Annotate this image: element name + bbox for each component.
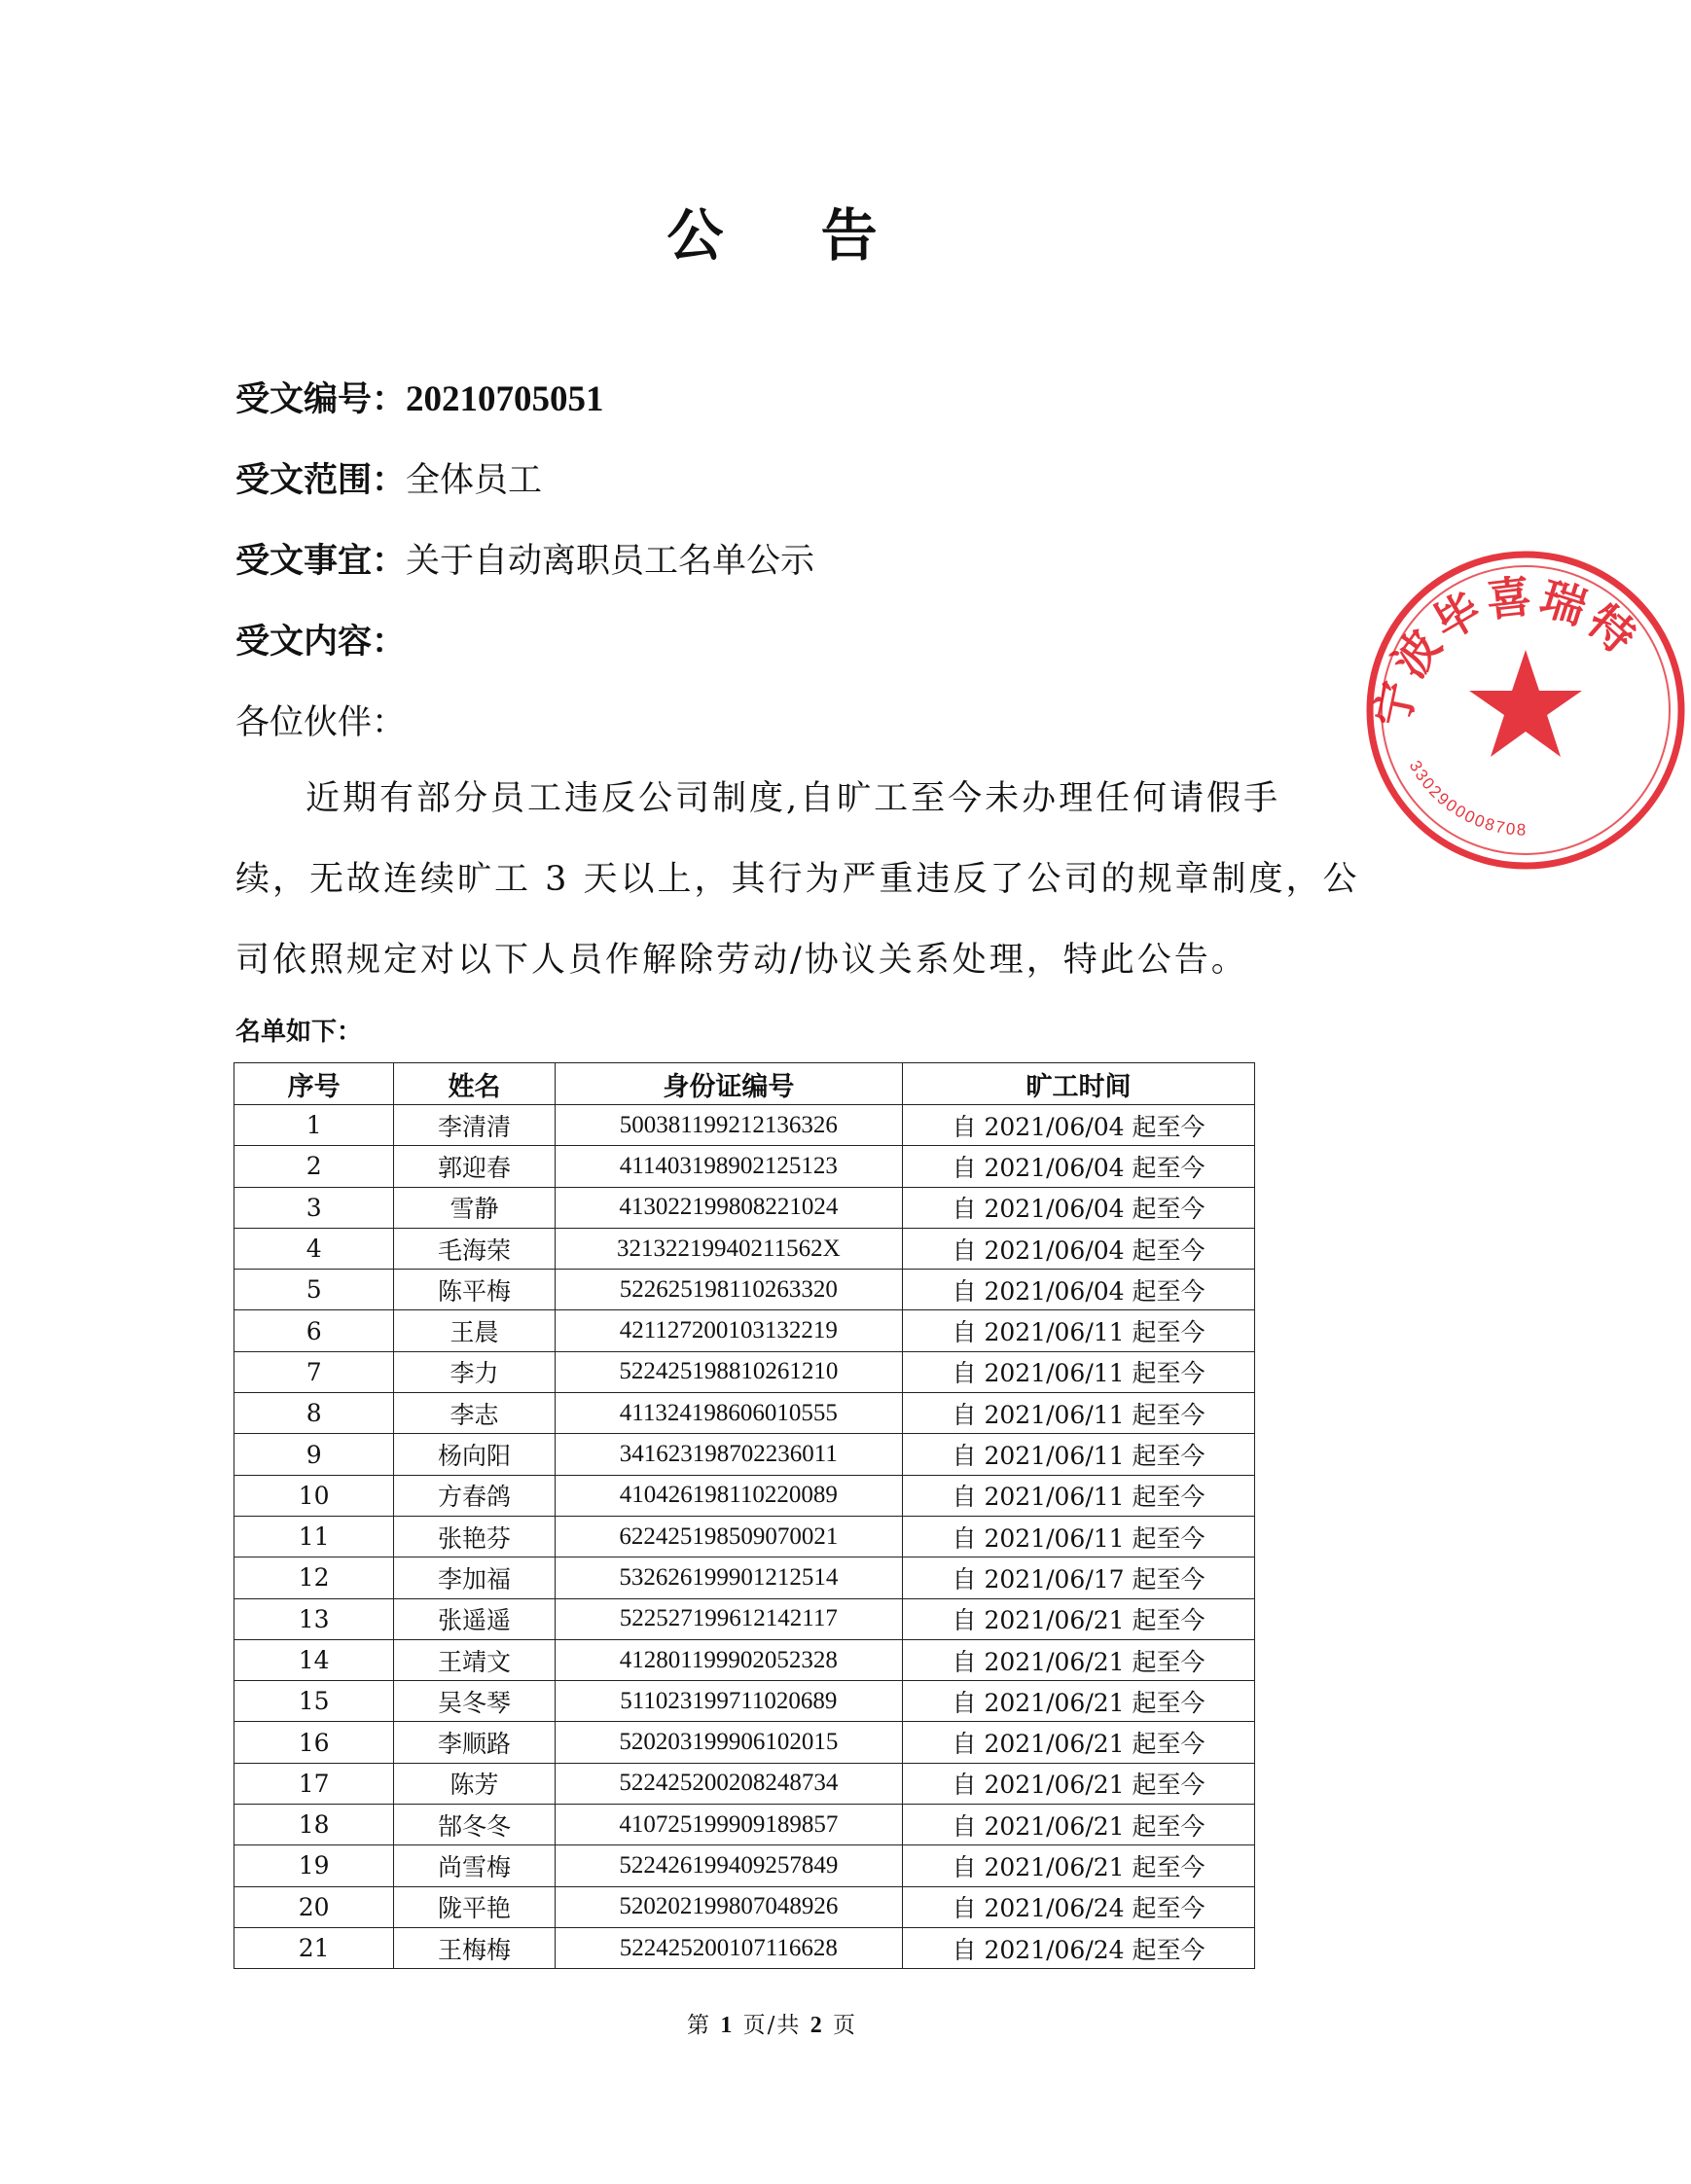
meta-number-label: 受文编号： bbox=[235, 379, 407, 419]
cell-name: 王靖文 bbox=[394, 1639, 555, 1680]
cell-name: 吴冬琴 bbox=[394, 1681, 555, 1722]
cell-id: 522425200208248734 bbox=[555, 1763, 902, 1804]
cell-seq: 1 bbox=[234, 1105, 394, 1146]
cell-seq: 18 bbox=[234, 1805, 394, 1845]
header-id: 身份证编号 bbox=[555, 1063, 902, 1105]
cell-id: 412801199902052328 bbox=[555, 1639, 902, 1680]
cell-id: 413022199808221024 bbox=[555, 1187, 902, 1228]
table-row bbox=[234, 1598, 1255, 1639]
table-row bbox=[234, 1557, 1255, 1598]
cell-seq: 21 bbox=[234, 1927, 394, 1968]
footer-suffix: 页 bbox=[833, 2013, 857, 2038]
meta-content-label: 受文内容： bbox=[235, 622, 407, 662]
company-seal-icon bbox=[1360, 545, 1691, 876]
cell-id: 522426199409257849 bbox=[555, 1845, 902, 1886]
table-row bbox=[234, 1475, 1255, 1516]
footer-prefix: 第 bbox=[687, 2013, 711, 2038]
cell-name: 李加福 bbox=[394, 1557, 555, 1598]
header-time: 旷工时间 bbox=[903, 1063, 1255, 1105]
footer-mid: 页/共 bbox=[742, 2013, 802, 2038]
cell-seq: 16 bbox=[234, 1722, 394, 1763]
cell-seq: 5 bbox=[234, 1270, 394, 1310]
table-row bbox=[234, 1187, 1255, 1228]
cell-name: 张遥遥 bbox=[394, 1598, 555, 1639]
cell-time: 自 2021/06/21 起至今 bbox=[903, 1681, 1255, 1722]
cell-seq: 19 bbox=[234, 1845, 394, 1886]
cell-id: 411324198606010555 bbox=[555, 1393, 902, 1434]
cell-seq: 14 bbox=[234, 1639, 394, 1680]
cell-time: 自 2021/06/21 起至今 bbox=[903, 1598, 1255, 1639]
table-row bbox=[234, 1763, 1255, 1804]
cell-name: 王晨 bbox=[394, 1310, 555, 1351]
cell-time: 自 2021/06/11 起至今 bbox=[903, 1516, 1255, 1557]
table-header-row bbox=[234, 1063, 1255, 1105]
footer-page-current: 1 bbox=[720, 2013, 735, 2038]
table-row bbox=[234, 1146, 1255, 1187]
meta-number-value: 20210705051 bbox=[406, 379, 604, 419]
meta-matter bbox=[235, 534, 814, 583]
cell-id: 520203199906102015 bbox=[555, 1722, 902, 1763]
greeting: 各位伙伴： bbox=[235, 703, 407, 742]
cell-seq: 10 bbox=[234, 1475, 394, 1516]
cell-name: 尚雪梅 bbox=[394, 1845, 555, 1886]
cell-time: 自 2021/06/21 起至今 bbox=[903, 1763, 1255, 1804]
page-title: 公 告 bbox=[666, 202, 917, 269]
cell-id: 522425198810261210 bbox=[555, 1351, 902, 1392]
table-row bbox=[234, 1393, 1255, 1434]
cell-name: 杨向阳 bbox=[394, 1434, 555, 1475]
meta-matter-label: 受文事宜： bbox=[235, 541, 407, 581]
cell-name: 雪静 bbox=[394, 1187, 555, 1228]
table-row bbox=[234, 1351, 1255, 1392]
body-paragraph bbox=[235, 759, 1360, 1001]
cell-time: 自 2021/06/11 起至今 bbox=[903, 1351, 1255, 1392]
cell-seq: 3 bbox=[234, 1187, 394, 1228]
cell-id: 341623198702236011 bbox=[555, 1434, 902, 1475]
cell-id: 522527199612142117 bbox=[555, 1598, 902, 1639]
cell-seq: 13 bbox=[234, 1598, 394, 1639]
table-row bbox=[234, 1805, 1255, 1845]
cell-id: 532626199901212514 bbox=[555, 1557, 902, 1598]
table-row bbox=[234, 1434, 1255, 1475]
cell-name: 陈平梅 bbox=[394, 1270, 555, 1310]
cell-id: 511023199711020689 bbox=[555, 1681, 902, 1722]
cell-name: 郭迎春 bbox=[394, 1146, 555, 1187]
cell-time: 自 2021/06/21 起至今 bbox=[903, 1722, 1255, 1763]
table-row bbox=[234, 1886, 1255, 1927]
cell-seq: 12 bbox=[234, 1557, 394, 1598]
cell-time: 自 2021/06/11 起至今 bbox=[903, 1393, 1255, 1434]
cell-id: 421127200103132219 bbox=[555, 1310, 902, 1351]
cell-name: 李志 bbox=[394, 1393, 555, 1434]
cell-time: 自 2021/06/11 起至今 bbox=[903, 1475, 1255, 1516]
cell-name: 陈芳 bbox=[394, 1763, 555, 1804]
table-row bbox=[234, 1228, 1255, 1269]
cell-name: 陇平艳 bbox=[394, 1886, 555, 1927]
cell-time: 自 2021/06/04 起至今 bbox=[903, 1105, 1255, 1146]
meta-scope bbox=[235, 453, 542, 502]
cell-name: 李力 bbox=[394, 1351, 555, 1392]
cell-id: 500381199212136326 bbox=[555, 1105, 902, 1146]
header-seq: 序号 bbox=[234, 1063, 394, 1105]
meta-scope-value: 全体员工 bbox=[406, 461, 543, 500]
meta-scope-label: 受文范围： bbox=[235, 460, 407, 500]
cell-id: 411403198902125123 bbox=[555, 1146, 902, 1187]
cell-time: 自 2021/06/11 起至今 bbox=[903, 1434, 1255, 1475]
cell-time: 自 2021/06/21 起至今 bbox=[903, 1805, 1255, 1845]
meta-number bbox=[235, 373, 604, 421]
footer-page-total: 2 bbox=[810, 2013, 824, 2038]
cell-name: 王梅梅 bbox=[394, 1927, 555, 1968]
header-name: 姓名 bbox=[394, 1063, 555, 1105]
table-row bbox=[234, 1270, 1255, 1310]
cell-time: 自 2021/06/04 起至今 bbox=[903, 1187, 1255, 1228]
seal-text: 宁波毕喜瑞特 bbox=[1365, 569, 1649, 732]
cell-seq: 6 bbox=[234, 1310, 394, 1351]
cell-name: 方春鸽 bbox=[394, 1475, 555, 1516]
cell-name: 毛海荣 bbox=[394, 1228, 555, 1269]
cell-id: 410426198110220089 bbox=[555, 1475, 902, 1516]
table-row bbox=[234, 1639, 1255, 1680]
cell-name: 李清清 bbox=[394, 1105, 555, 1146]
cell-id: 32132219940211562X bbox=[555, 1228, 902, 1269]
cell-time: 自 2021/06/24 起至今 bbox=[903, 1927, 1255, 1968]
cell-seq: 4 bbox=[234, 1228, 394, 1269]
seal-number: 3302900008708 bbox=[1405, 757, 1529, 840]
cell-seq: 7 bbox=[234, 1351, 394, 1392]
table-row bbox=[234, 1516, 1255, 1557]
table-row bbox=[234, 1927, 1255, 1968]
cell-time: 自 2021/06/17 起至今 bbox=[903, 1557, 1255, 1598]
table-row bbox=[234, 1105, 1255, 1146]
cell-time: 自 2021/06/21 起至今 bbox=[903, 1845, 1255, 1886]
cell-seq: 15 bbox=[234, 1681, 394, 1722]
cell-id: 622425198509070021 bbox=[555, 1516, 902, 1557]
cell-time: 自 2021/06/24 起至今 bbox=[903, 1886, 1255, 1927]
cell-name: 李顺路 bbox=[394, 1722, 555, 1763]
cell-name: 郜冬冬 bbox=[394, 1805, 555, 1845]
cell-id: 410725199909189857 bbox=[555, 1805, 902, 1845]
cell-time: 自 2021/06/04 起至今 bbox=[903, 1228, 1255, 1269]
body-line: 近期有部分员工违反公司制度,自旷工至今未办理任何请假手 bbox=[306, 779, 1281, 818]
employee-table bbox=[234, 1062, 1255, 1969]
cell-seq: 20 bbox=[234, 1886, 394, 1927]
cell-time: 自 2021/06/04 起至今 bbox=[903, 1270, 1255, 1310]
cell-seq: 11 bbox=[234, 1516, 394, 1557]
meta-matter-value: 关于自动离职员工名单公示 bbox=[406, 542, 815, 581]
cell-time: 自 2021/06/21 起至今 bbox=[903, 1639, 1255, 1680]
meta-content bbox=[235, 615, 406, 663]
cell-id: 522625198110263320 bbox=[555, 1270, 902, 1310]
cell-id: 522425200107116628 bbox=[555, 1927, 902, 1968]
table-row bbox=[234, 1845, 1255, 1886]
seal-star-icon bbox=[1469, 650, 1582, 757]
cell-time: 自 2021/06/11 起至今 bbox=[903, 1310, 1255, 1351]
table-row bbox=[234, 1310, 1255, 1351]
cell-time: 自 2021/06/04 起至今 bbox=[903, 1146, 1255, 1187]
cell-name: 张艳芬 bbox=[394, 1516, 555, 1557]
table-row bbox=[234, 1681, 1255, 1722]
table-row bbox=[234, 1722, 1255, 1763]
body-line: 司依照规定对以下人员作解除劳动/协议关系处理，特此公告。 bbox=[235, 941, 1248, 980]
page-footer bbox=[0, 2007, 1544, 2039]
cell-seq: 17 bbox=[234, 1763, 394, 1804]
cell-seq: 8 bbox=[234, 1393, 394, 1434]
body-line: 续，无故连续旷工 3 天以上，其行为严重违反了公司的规章制度，公 bbox=[235, 860, 1360, 899]
cell-seq: 2 bbox=[234, 1146, 394, 1187]
list-heading: 名单如下： bbox=[235, 1018, 363, 1047]
cell-id: 520202199807048926 bbox=[555, 1886, 902, 1927]
cell-seq: 9 bbox=[234, 1434, 394, 1475]
